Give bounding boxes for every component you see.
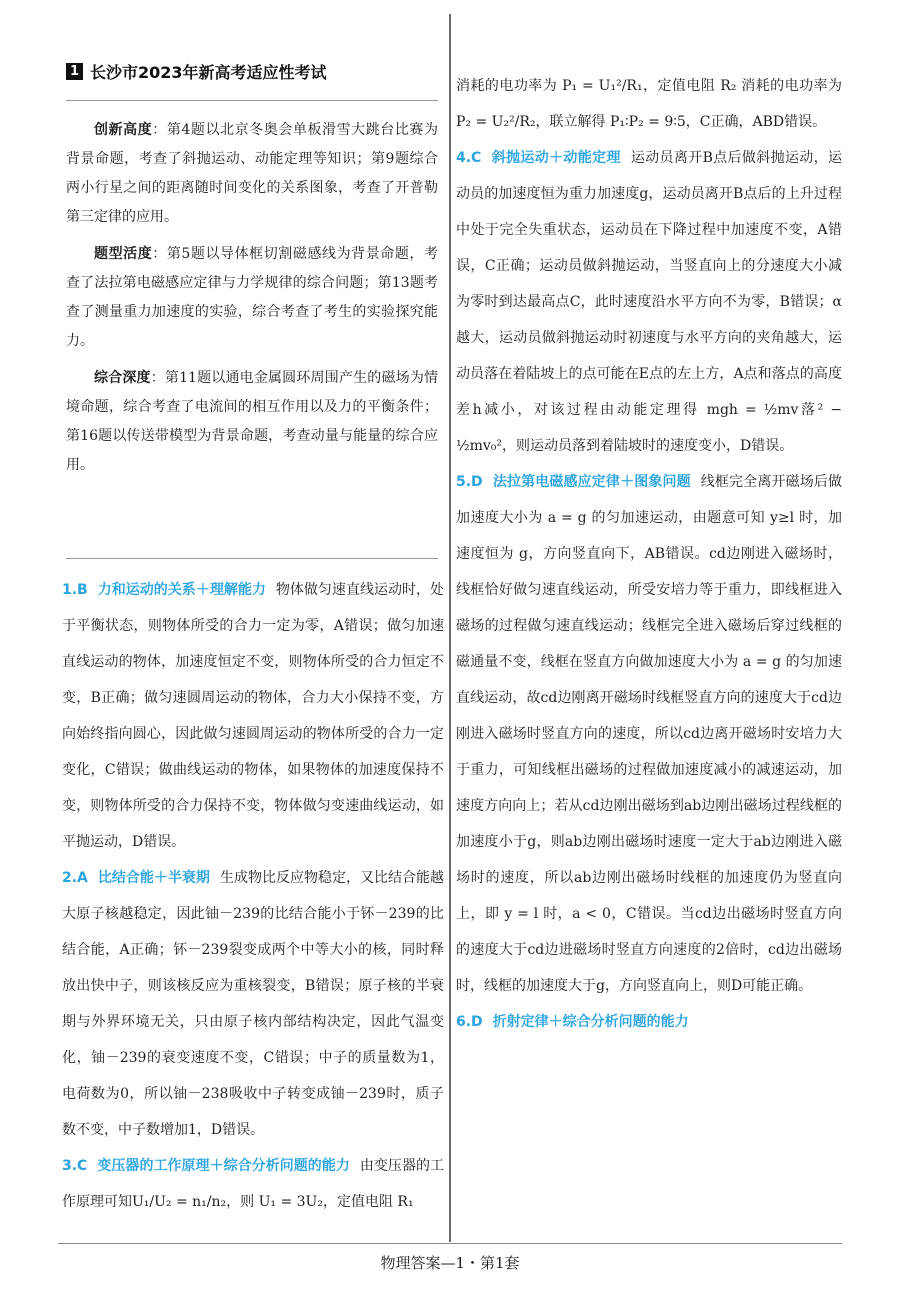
answer-3-id: 3.C <box>62 1158 88 1174</box>
answer-5-text: 线框完全离开磁场后做加速度大小为 a = g 的匀加速运动，由题意可知 y≥l 时，加速度恒为 g，方向竖直向下，AB错误。cd边刚进入磁场时，线框恰好做匀速直线运动，所受安培力等于重力，即线框进入磁场的过程做匀速直线运动；线框完全进入磁场后穿过线框的磁通量不变，线框在竖直方向做加速度大小为 a = g 的匀加速直线运动，故cd边刚离开磁场时线框竖直方向的速度大于cd边刚进入磁场时竖直方向的速度，所以cd边离开磁场时安培力大于重力，可知线框出磁场的过程做加速度减小的减速运动，加速度方向向上；若从cd边刚出磁场到ab边刚出磁场过程线框的加速度小于g，则ab边刚出磁场时速度一定大于ab边刚进入磁场时的速度，所以ab边刚出磁场时线框的加速度仍为竖直向上，即 y = l 时，a < 0，C错误。当cd边出磁场时竖直方向的速度大于cd边进磁场时竖直方向速度的2倍时，cd边出磁场时，线框的加速度大于g，方向竖直向上，则D可能正确。 <box>456 474 843 994</box>
answer-6 <box>456 1004 842 1040</box>
answer-5-id: 5.D <box>456 474 483 490</box>
answer-1-text: 物体做匀速直线运动时，处于平衡状态，则物体所受的合力一定为零，A错误；做匀加速直线运动的物体，加速度恒定不变，则物体所受的合力恒定不变，B正确；做匀速圆周运动的物体，合力大小保持不变，方向始终指向圆心，因此做匀速圆周运动的物体所受的合力一定变化，C错误；做曲线运动的物体，如果物体的加速度保持不变，则物体所受的合力保持不变，物体做匀变速曲线运动，如平抛运动，D错误。 <box>62 582 445 850</box>
left-answers <box>62 572 444 1220</box>
summary-block <box>66 116 438 480</box>
right-answers <box>456 68 842 1040</box>
answer-6-tag: 折射定律＋综合分析问题的能力 <box>492 1014 689 1030</box>
answer-4-tag: 斜抛运动＋动能定理 <box>491 150 621 166</box>
answer-3-continued <box>456 68 842 140</box>
column-divider <box>449 14 451 1242</box>
answer-1-tag: 力和运动的关系＋理解能力 <box>97 582 266 598</box>
answer-3 <box>62 1148 444 1220</box>
answer-2-id: 2.A <box>62 870 88 886</box>
answer-2 <box>62 860 444 1148</box>
answer-2-tag: 比结合能＋半衰期 <box>97 870 210 886</box>
answer-4-id: 4.C <box>456 150 482 166</box>
answer-4-text: 运动员离开B点后做斜抛运动，运动员的加速度恒为重力加速度g，运动员离开B点后的上升过程中处于完全失重状态，运动员在下降过程中加速度不变，A错误，C正确；运动员做斜抛运动，当竖直向上的分速度大小减为零时到达最高点C，此时速度沿水平方向不为零，B错误；α越大，运动员做斜抛运动时初速度与水平方向的夹角越大，运动员落在着陆坡上的点可能在E点的左上方，A点和落点的高度差h减小，对该过程由动能定理得 mgh = ½mv落² − ½mv₀²，则运动员落到着陆坡时的速度变小，D错误。 <box>456 150 842 454</box>
exam-number-badge: 1 <box>66 63 83 80</box>
page-footer: 物理答案—1・第1套 <box>380 1254 520 1272</box>
answer-3-text: 由变压器的工作原理可知U₁/U₂ = n₁/n₂，则 U₁ = 3U₂，定值电阻 R₁ <box>62 1158 445 1210</box>
title-rule <box>66 100 438 101</box>
summary-depth: 综合深度：第11题以通电金属圆环周围产生的磁场为情境命题，综合考查了电流间的相互作用以及力的平衡条件；第16题以传送带模型为背景命题，考查动量与能量的综合应用。 <box>66 370 438 473</box>
answer-1-id: 1.B <box>62 582 88 598</box>
exam-title-text: 长沙市2023年新高考适应性考试 <box>90 63 327 82</box>
summary-rule <box>66 558 438 559</box>
summary-question-type: 题型活度：第5题以导体框切割磁感线为背景命题，考查了法拉第电磁感应定律与力学规律的综合问题；第13题考查了测量重力加速度的实验，综合考查了考生的实验探究能力。 <box>66 246 439 349</box>
summary-innovation: 创新高度：第4题以北京冬奥会单板滑雪大跳台比赛为背景命题，考查了斜抛运动、动能定理等知识；第9题综合两小行星之间的距离随时间变化的关系图象，考查了开普勒第三定律的应用。 <box>66 122 439 225</box>
answer-2-text: 生成物比反应物稳定，又比结合能越大原子核越稳定，因此铀－239的比结合能小于钚－239的比结合能，A正确；钚－239裂变成两个中等大小的核，同时释放出快中子，则该核反应为重核裂变，B错误；原子核的半衰期与外界环境无关，只由原子核内部结构决定，因此气温变化，铀－239的衰变速度不变，C错误；中子的质量数为1，电荷数为0，所以铀－238吸收中子转变成铀－239时，质子数不变，中子数增加1，D错误。 <box>62 870 445 1138</box>
answer-1 <box>62 572 444 860</box>
footer-rule <box>58 1243 842 1244</box>
answer-5-tag: 法拉第电磁感应定律＋图象问题 <box>492 474 691 490</box>
answer-4 <box>456 140 842 464</box>
answer-6-id: 6.D <box>456 1014 483 1030</box>
answer-3-tag: 变压器的工作原理＋综合分析问题的能力 <box>97 1158 350 1174</box>
answer-5 <box>456 464 842 1004</box>
answer-3-continued-text: 消耗的电功率为 P₁ = U₁²/R₁，定值电阻 R₂ 消耗的电功率为 P₂ = U₂²/R₂，联立解得 P₁∶P₂ = 9∶5，C正确，ABD错误。 <box>456 78 842 130</box>
exam-title <box>66 60 366 83</box>
